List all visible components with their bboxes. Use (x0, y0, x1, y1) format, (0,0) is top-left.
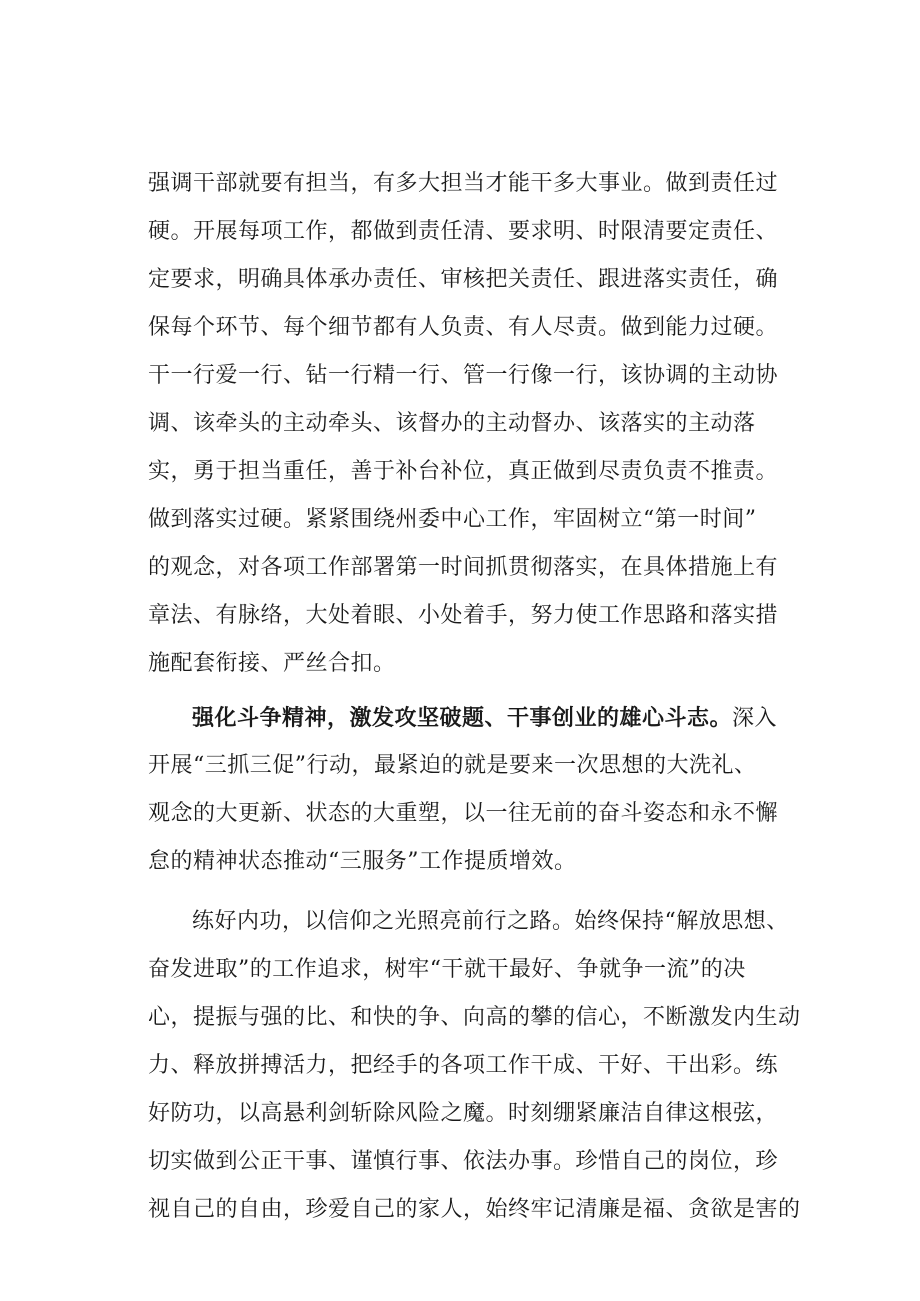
text-line: 力、释放拼搏活力，把经手的各项工作干成、干好、干出彩。练 (148, 1053, 779, 1078)
paragraph-responsibility (148, 160, 808, 688)
text-line: 好防功，以高悬利剑斩除风险之魔。时刻绷紧廉洁自律这根弦， (148, 1101, 779, 1126)
text-line: 做到落实过硬。紧紧围绕州委中心工作，牢固树立“第一时间” (148, 507, 757, 532)
text-line: 保每个环节、每个细节都有人负责、有人尽责。做到能力过硬。 (148, 315, 779, 340)
text-line: 硬。开展每项工作，都做到责任清、要求明、时限清要定责任、 (148, 219, 779, 244)
document-body (148, 160, 808, 1234)
text-line: 干一行爱一行、钻一行精一行、管一行像一行，该协调的主动协 (148, 363, 779, 388)
text-line: 强调干部就要有担当，有多大担当才能干多大事业。做到责任过 (148, 171, 779, 196)
text-line: 练好内功，以信仰之光照亮前行之路。始终保持“解放思想、 (192, 909, 789, 934)
paragraph-internal-skills (148, 898, 808, 1234)
text-line: 切实做到公正干事、谨慎行事、依法办事。珍惜自己的岗位，珍 (148, 1149, 779, 1174)
text-line: 怠的精神状态推动“三服务”工作提质增效。 (148, 849, 577, 874)
text-run: 深入 (732, 706, 778, 731)
text-line: 观念的大更新、状态的大重塑，以一往无前的奋斗姿态和永不懈 (148, 801, 779, 826)
paragraph-struggle-spirit (148, 694, 808, 886)
section-heading: 强化斗争精神，激发攻坚破题、干事创业的雄心斗志。 (192, 705, 733, 731)
text-line: 开展“三抓三促”行动，最紧迫的就是要来一次思想的大洗礼、 (148, 753, 757, 778)
text-line: 奋发进取”的工作追求，树牢“干就干最好、争就争一流”的决 (148, 957, 746, 982)
text-line: 心，提振与强的比、和快的争、向高的攀的信心，不断激发内生动 (148, 1005, 801, 1030)
text-line: 的观念，对各项工作部署第一时间抓贯彻落实，在具体措施上有 (148, 555, 779, 580)
text-line: 视自己的自由，珍爱自己的家人，始终牢记清廉是福、贪欲是害的 (148, 1197, 801, 1222)
text-line: 定要求，明确具体承办责任、审核把关责任、跟进落实责任，确 (148, 267, 779, 292)
paragraph-spacer (148, 886, 808, 898)
text-line: 章法、有脉络，大处着眼、小处着手，努力使工作思路和落实措 (148, 603, 779, 628)
text-line: 实，勇于担当重任，善于补台补位，真正做到尽责负责不推责。 (148, 459, 779, 484)
text-line: 施配套衔接、严丝合扣。 (148, 651, 396, 676)
text-line: 调、该牵头的主动牵头、该督办的主动督办、该落实的主动落 (148, 411, 756, 436)
text-line (148, 694, 808, 742)
